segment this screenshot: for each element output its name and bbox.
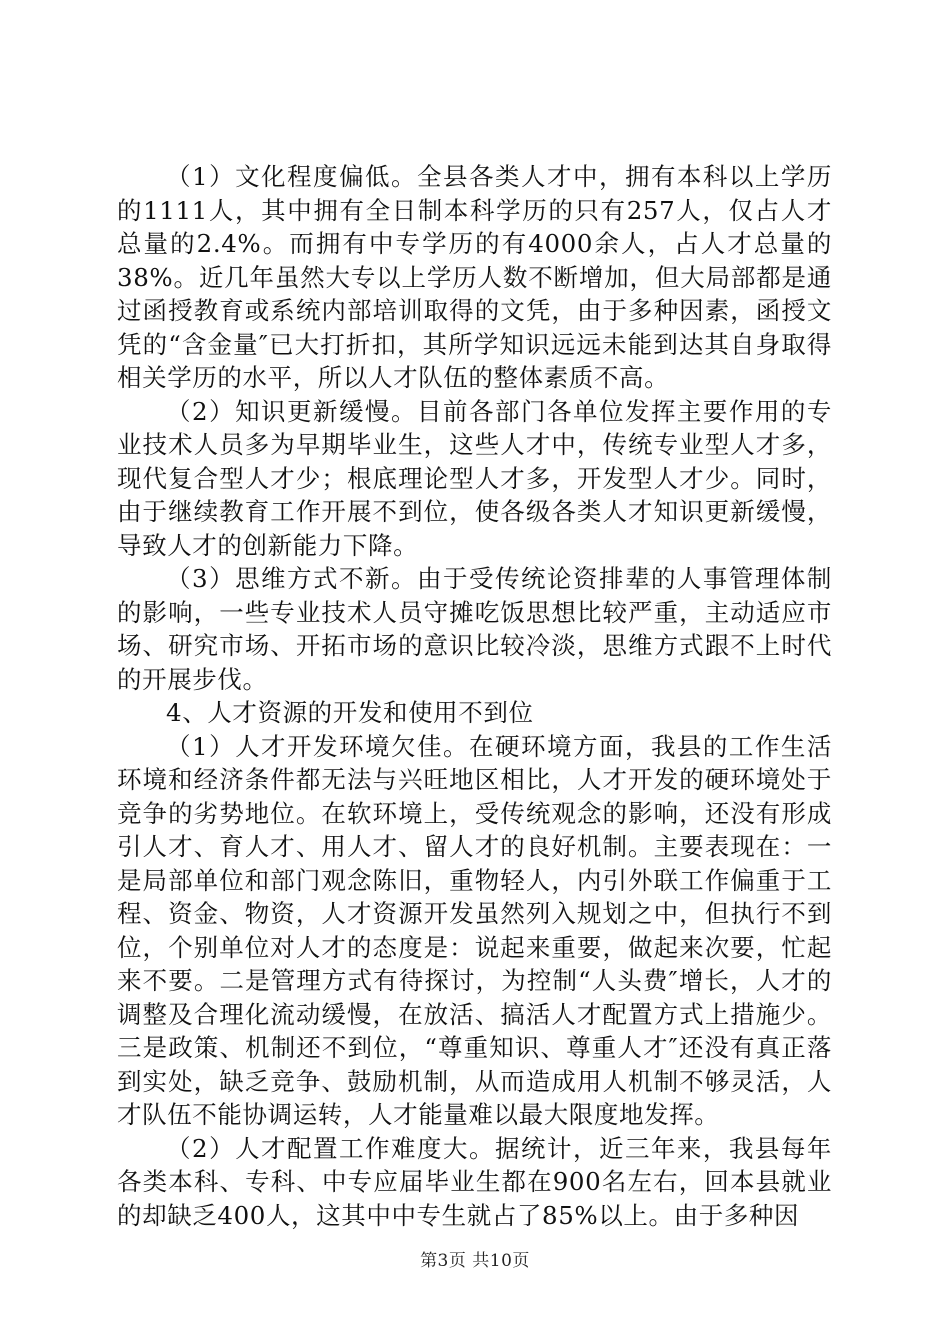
paragraph-education-level: （1）文化程度偏低。全县各类人才中，拥有本科以上学历的1111人，其中拥有全日制本科学历的只有257人，仅占人才总量的2.4%。而拥有中专学历的有4000余人，占人才总量的38%。近几年虽然大专以上学历人数不断增加，但大局部都是通过函授教育或系统内部培训取得的文凭，由于多种因素，函授文凭的“含金量″已大打折扣，其所学知识远远未能到达其自身取得相关学历的水平，所以人才队伍的整体素质不高。 [117,162,832,392]
page-number-footer: 第3页 共10页 [420,1251,530,1271]
paragraph-knowledge-update: （2）知识更新缓慢。目前各部门各单位发挥主要作用的专业技术人员多为早期毕业生，这些人才中，传统专业型人才多，现代复合型人才少；根底理论型人才多，开发型人才少。同时，由于继续教育工作开展不到位，使各级各类人才知识更新缓慢，导致人才的创新能力下降。 [117,396,832,560]
paragraph-development-environment: （1）人才开发环境欠佳。在硬环境方面，我县的工作生活环境和经济条件都无法与兴旺地区相比，人才开发的硬环境处于竞争的劣势地位。在软环境上，受传统观念的影响，还没有形成引人才、育人才、用人才、留人才的良好机制。主要表现在：一是局部单位和部门观念陈旧，重物轻人，内引外联工作偏重于工程、资金、物资，人才资源开发虽然列入规划之中，但执行不到位，个别单位对人才的态度是：说起来重要，做起来次要，忙起来不要。二是管理方式有待探讨，为控制“人头费″增长，人才的调整及合理化流动缓慢，在放活、搞活人才配置方式上措施少。三是政策、机制还不到位，“尊重知识、尊重人才″还没有真正落到实处，缺乏竞争、鼓励机制，从而造成用人机制不够灵活，人才队伍不能协调运转，人才能量难以最大限度地发挥。 [117,731,832,1129]
section-heading-talent-development: 4、人才资源的开发和使用不到位 [166,698,534,727]
document-body [117,160,832,1232]
paragraph-talent-allocation: （2）人才配置工作难度大。据统计，近三年来，我县每年各类本科、专科、中专应届毕业生都在900名左右，回本县就业的却缺乏400人，这其中中专生就占了85%以上。由于多种因 [117,1133,832,1230]
paragraph-thinking-mode: （3）思维方式不新。由于受传统论资排辈的人事管理体制的影响，一些专业技术人员守摊吃饭思想比较严重，主动适应市场、研究市场、开拓市场的意识比较冷淡，思维方式跟不上时代的开展步伐。 [117,564,832,694]
